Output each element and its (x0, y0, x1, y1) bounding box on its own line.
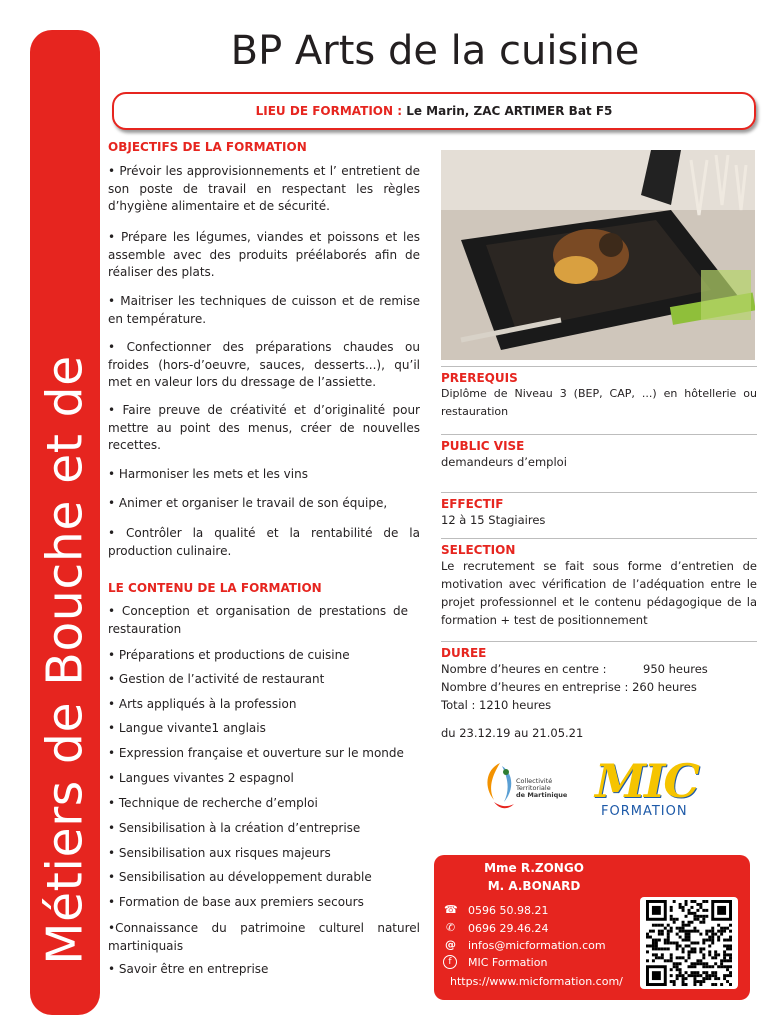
objectif-item: • Animer et organiser le travail de son équipe, (108, 496, 388, 510)
contact-email[interactable]: infos@micformation.com (468, 939, 606, 952)
contenu-item: • Arts appliqués à la profession (108, 697, 297, 711)
contenu-item: • Gestion de l’activité de restaurant (108, 672, 325, 686)
qr-code[interactable] (640, 897, 738, 989)
contact-phone1[interactable]: 0596 50.98.21 (468, 904, 549, 917)
contenu-item: • Savoir être en entreprise (108, 962, 269, 976)
ctm-line2: Territoriale (516, 784, 551, 792)
contenu-item: • Conception et organisation de prestations de restauration (108, 604, 408, 636)
mic-logo-sub: FORMATION (601, 804, 688, 819)
effectif-body: 12 à 15 Stagiaires (441, 513, 546, 527)
contenu-item: • Préparations et productions de cuisine (108, 648, 350, 662)
dish-illustration (441, 150, 755, 360)
duree-total: Total : 1210 heures (441, 698, 552, 712)
public-title: PUBLIC VISE (441, 439, 525, 453)
selection-title: SELECTION (441, 543, 516, 557)
contenu-item: • Langues vivantes 2 espagnol (108, 771, 294, 785)
phone-icon: ☎ (444, 903, 458, 916)
duree-entreprise-label: Nombre d’heures en entreprise : (441, 680, 629, 694)
qr-code-pattern (646, 900, 732, 986)
contact-name1: Mme R.ZONGO (484, 861, 584, 875)
objectif-item: • Faire preuve de créativité et d’originalité pour mettre au point des menus, créer de nouvelles recettes. (108, 403, 420, 452)
contenu-item: • Langue vivante1 anglais (108, 721, 266, 735)
contact-facebook[interactable]: MIC Formation (468, 956, 548, 969)
public-body: demandeurs d’emploi (441, 455, 567, 469)
lieu-box (112, 92, 756, 130)
selection-body: Le recrutement se fait sous forme d’entretien de motivation avec vérification de l’adéquation entre le projet professionnel et le contenu pédagogique de la formation + test de positionnement (441, 559, 757, 627)
objectif-item: • Maitriser les techniques de cuisson et de remise en température. (108, 294, 420, 326)
mobile-icon: ✆ (446, 921, 456, 934)
duree-section (441, 641, 757, 752)
facebook-icon: f (443, 955, 457, 969)
email-icon: @ (445, 938, 456, 951)
mic-logo (595, 754, 715, 819)
duree-dates: du 23.12.19 au 21.05.21 (441, 726, 584, 740)
objectif-item: • Prévoir les approvisionnements et l’ entretient de son poste de travail en respectant les règles d’hygiène alimentaire et de sécurité. (108, 164, 420, 213)
public-section (441, 434, 757, 485)
selection-section (441, 538, 757, 634)
objectifs-title: OBJECTIFS DE LA FORMATION (108, 140, 307, 154)
prerequis-body: Diplôme de Niveau 3 (BEP, CAP, ...) en hôtellerie ou restauration (441, 387, 757, 418)
objectif-item: • Confectionner des préparations chaudes ou froides (hors-d’oeuvre, sauces, desserts...), qu’il met en valeur lors du dressage de l’assiette. (108, 340, 420, 389)
contenu-item: • Sensibilisation à la création d’entreprise (108, 821, 361, 835)
contenu-item: • Expression française et ouverture sur le monde (108, 746, 404, 760)
ctm-line3: de Martinique (516, 791, 568, 799)
ctm-bird-icon (480, 758, 520, 818)
lieu-label: LIEU DE FORMATION : (255, 104, 402, 118)
effectif-title: EFFECTIF (441, 497, 504, 511)
objectif-item: • Contrôler la qualité et la rentabilité de la production culinaire. (108, 526, 420, 558)
duree-title: DUREE (441, 646, 487, 660)
duree-entreprise-value: 260 heures (632, 680, 697, 694)
prerequis-section (441, 366, 757, 427)
page-title: BP Arts de la cuisine (230, 28, 640, 74)
dish-photo (441, 150, 755, 360)
objectif-item: • Harmoniser les mets et les vins (108, 467, 308, 481)
ctm-line1: Collectivité (516, 777, 553, 785)
contenu-item: • Sensibilisation aux risques majeurs (108, 846, 331, 860)
contact-phone2[interactable]: 0696 29.46.24 (468, 922, 549, 935)
contenu-item: •Connaissance du patrimoine culturel naturel martiniquais (108, 921, 420, 953)
sidebar-vertical-title: Métiers de Bouche et de (36, 355, 94, 965)
contenu-item: • Technique de recherche d’emploi (108, 796, 318, 810)
prerequis-title: PREREQUIS (441, 371, 518, 385)
contenu-title: LE CONTENU DE LA FORMATION (108, 581, 322, 595)
contact-box (434, 855, 750, 1000)
objectif-item: • Prépare les légumes, viandes et poissons et les assemble avec des produits préélaborés afin de réaliser des plats. (108, 230, 420, 279)
contact-website[interactable]: https://www.micformation.com/ (450, 975, 623, 988)
lieu-value: Le Marin, ZAC ARTIMER Bat F5 (406, 104, 613, 118)
contenu-item: • Formation de base aux premiers secours (108, 895, 364, 909)
duree-centre-label: Nombre d’heures en centre : (441, 662, 607, 676)
contenu-item: • Sensibilisation au développement durable (108, 870, 372, 884)
contact-name2: M. A.BONARD (487, 879, 581, 893)
duree-centre-value: 950 heures (643, 662, 708, 676)
mic-logo-text: MIC (595, 754, 699, 808)
effectif-section (441, 492, 757, 533)
ctm-logo (480, 758, 570, 818)
